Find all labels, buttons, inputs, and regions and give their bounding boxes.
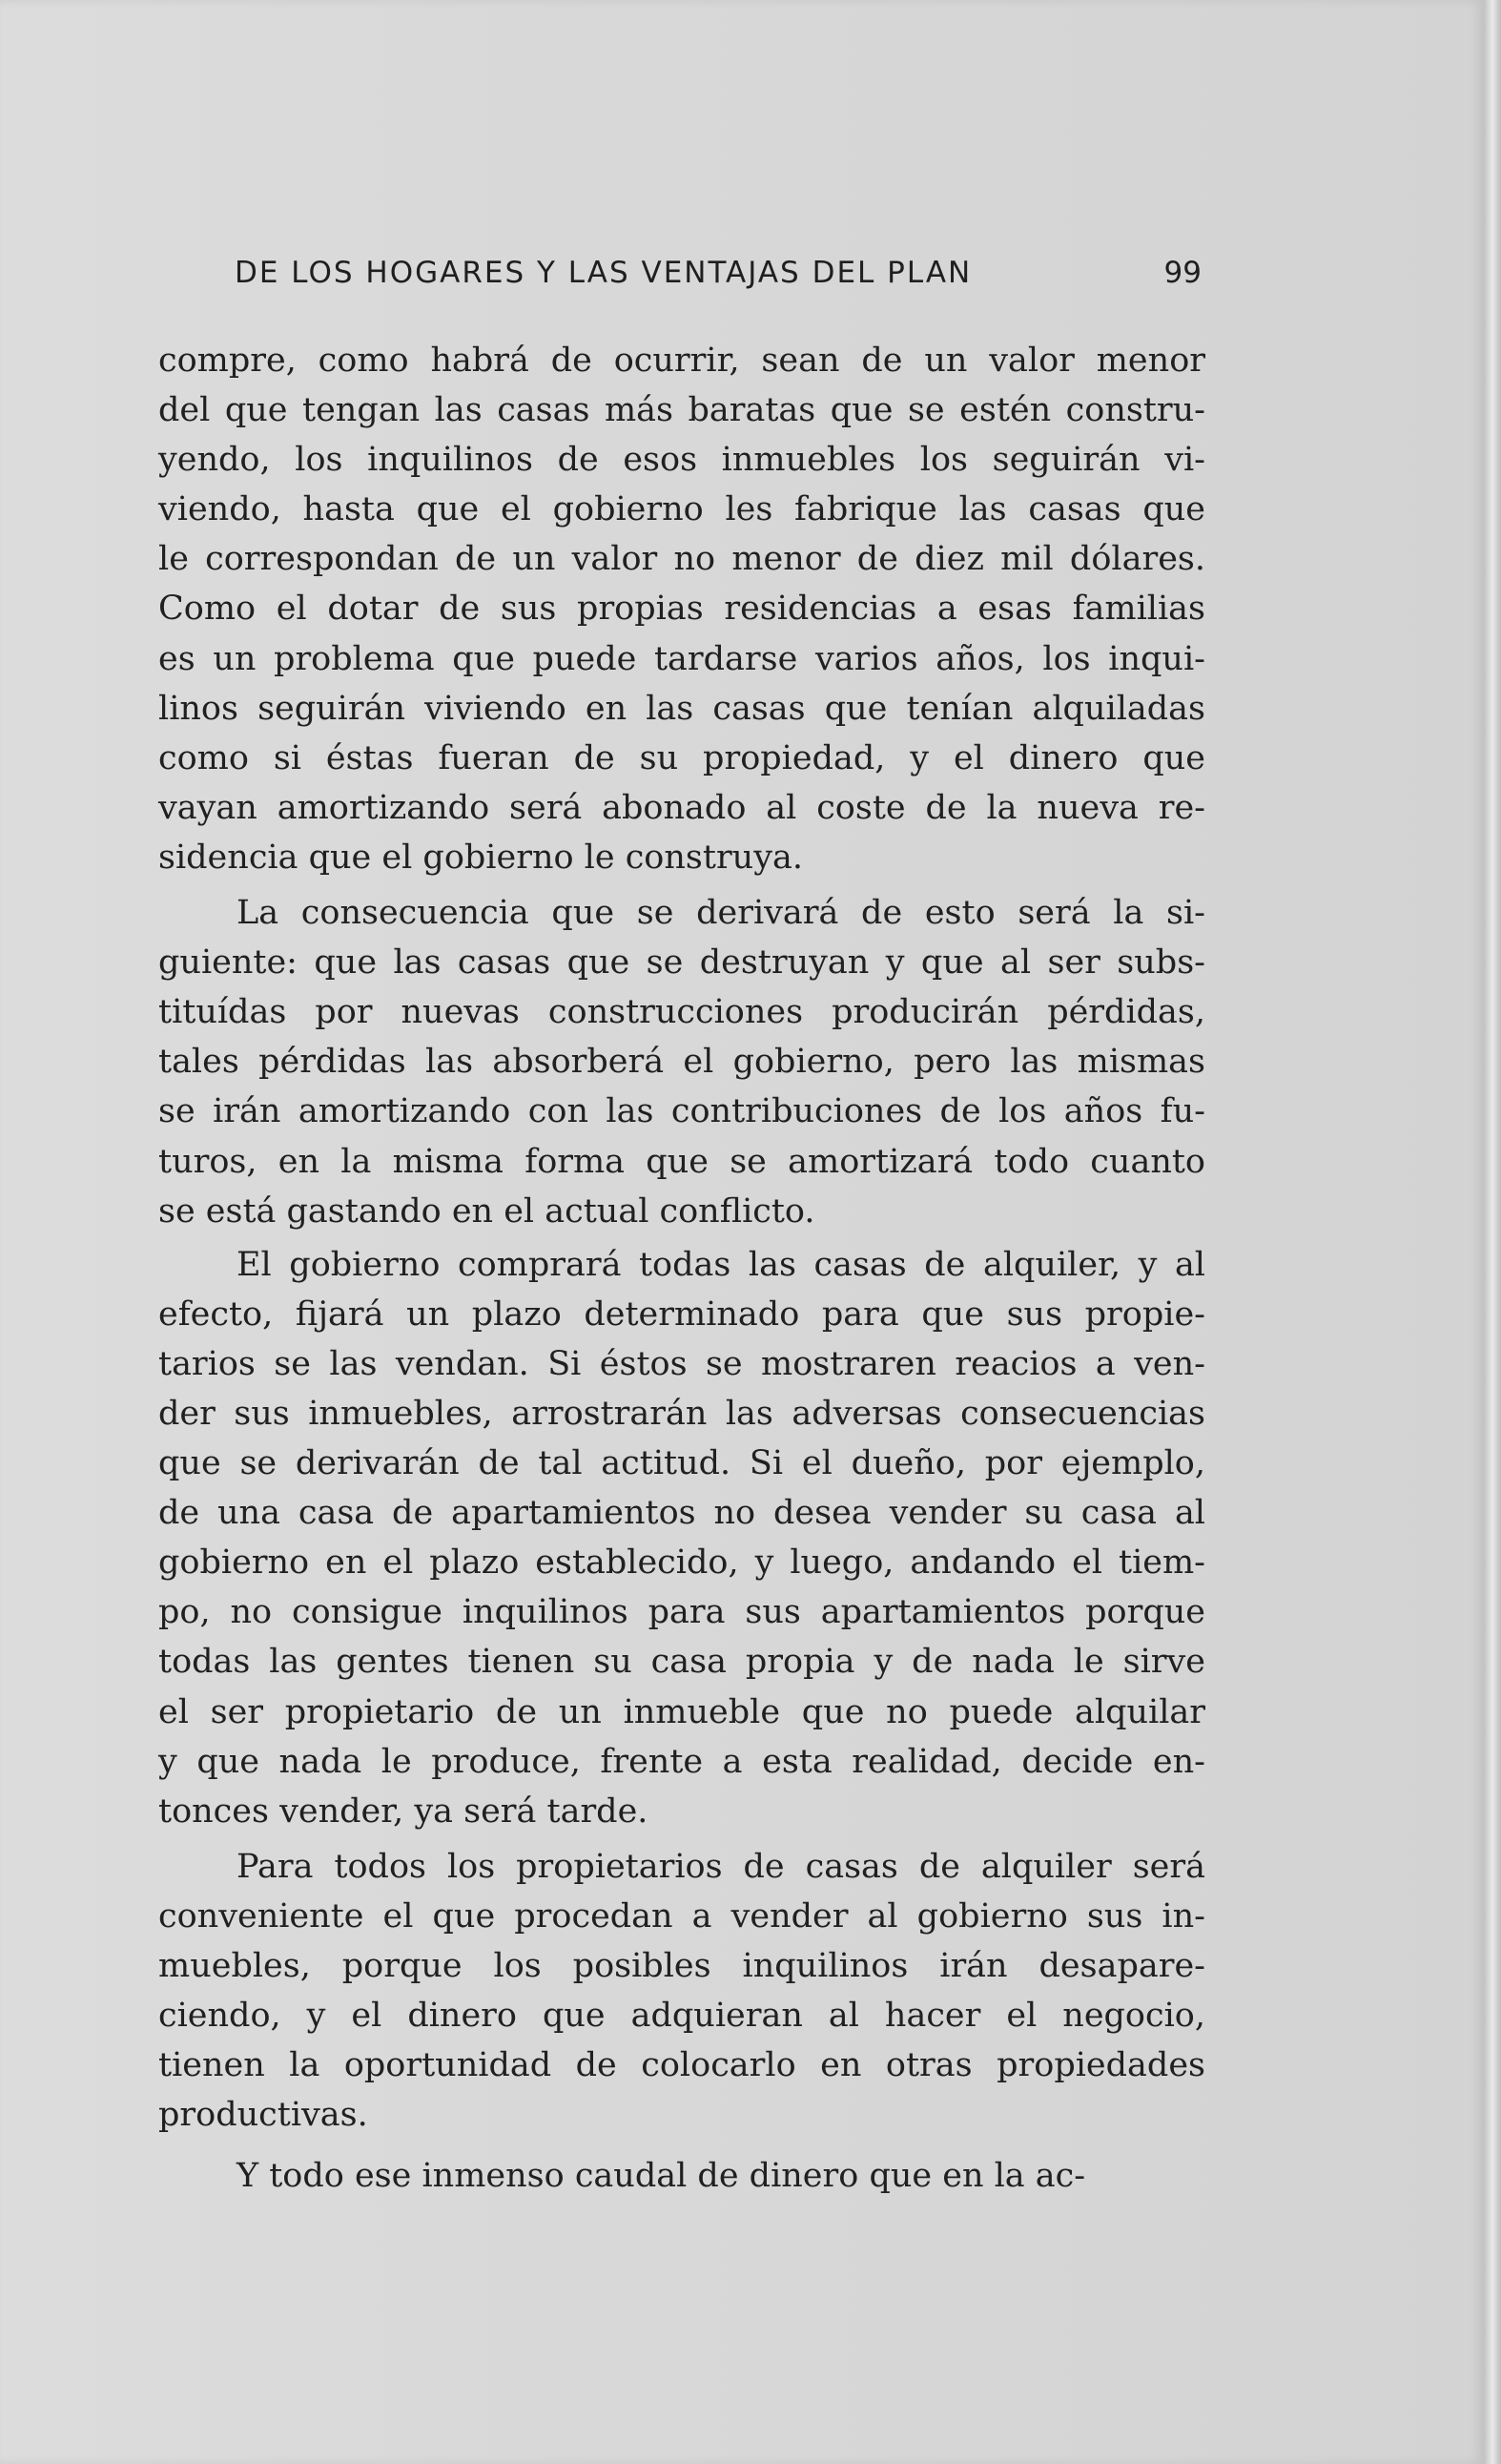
text-line: tienen la oportunidad de colocarlo en otras propiedades — [158, 2046, 1205, 2085]
text-line: Y todo ese inmenso caudal de dinero que en la ac- — [236, 2157, 1086, 2196]
text-line: gobierno en el plazo establecido, y luego, andando el tiem- — [158, 1543, 1205, 1583]
text-line: po, no consigue inquilinos para sus apartamientos porque — [158, 1593, 1205, 1632]
body-text — [158, 336, 1205, 2201]
text-line: todas las gentes tienen su casa propia y de nada le sirve — [158, 1643, 1205, 1682]
running-head-title: DE LOS HOGARES Y LAS VENTAJAS DEL PLAN — [235, 256, 973, 290]
text-line: del que tengan las casas más baratas que se estén constru- — [158, 391, 1205, 430]
text-line: el ser propietario de un inmueble que no puede alquilar — [158, 1692, 1205, 1731]
text-line: y que nada le produce, frente a esta realidad, decide en- — [158, 1742, 1205, 1781]
text-line: Para todos los propietarios de casas de alquiler será — [236, 1847, 1205, 1886]
text-line: conveniente el que procedan a vender al gobierno sus in- — [158, 1896, 1205, 1936]
text-line: Como el dotar de sus propias residencias a esas familias — [158, 590, 1205, 629]
text-line: sidencia que el gobierno le construya. — [158, 838, 803, 877]
text-line: es un problema que puede tardarse varios años, los inqui- — [158, 639, 1205, 678]
text-line: como si éstas fueran de su propiedad, y el dinero que — [158, 738, 1205, 777]
paragraph — [158, 888, 1205, 1236]
text-line: se está gastando en el actual conflicto. — [158, 1191, 815, 1231]
text-line: turos, en la misma forma que se amortizará todo cuanto — [158, 1142, 1205, 1181]
text-line: der sus inmuebles, arrostrarán las adversas consecuencias — [158, 1394, 1205, 1433]
text-line: se irán amortizando con las contribuciones de los años fu- — [158, 1092, 1205, 1131]
text-line: linos seguirán viviendo en las casas que tenían alquiladas — [158, 689, 1205, 728]
paragraph — [158, 2151, 1205, 2201]
text-line: compre, como habrá de ocurrir, sean de un valor menor — [158, 342, 1205, 380]
text-line: muebles, porque los posibles inquilinos irán desapare- — [158, 1947, 1205, 1985]
text-line: La consecuencia que se derivará de esto será la si- — [236, 894, 1205, 933]
text-line: yendo, los inquilinos de esos inmuebles los seguirán vi- — [158, 441, 1205, 480]
paragraph — [158, 336, 1205, 882]
page-number: 99 — [1163, 256, 1202, 290]
text-line: efecto, fijará un plazo determinado para que sus propie- — [158, 1294, 1205, 1334]
text-line: El gobierno comprará todas las casas de alquiler, y al — [236, 1245, 1205, 1284]
text-line: vayan amortizando será abonado al coste de la nueva re- — [158, 788, 1205, 827]
text-line: tarios se las vendan. Si éstos se mostraren reacios a ven- — [158, 1344, 1205, 1383]
text-line: productivas. — [158, 2096, 368, 2135]
text-line: tales pérdidas las absorberá el gobierno, pero las mismas — [158, 1043, 1205, 1082]
text-line: le correspondan de un valor no menor de diez mil dólares. — [158, 540, 1205, 579]
paragraph — [158, 1842, 1205, 2141]
text-line: que se derivarán de tal actitud. Si el dueño, por ejemplo, — [158, 1444, 1205, 1483]
text-line: tituídas por nuevas construcciones producirán pérdidas, — [158, 993, 1205, 1032]
text-line: viendo, hasta que el gobierno les fabrique las casas que — [158, 490, 1205, 529]
text-line: tonces vender, ya será tarde. — [158, 1791, 648, 1831]
text-line: ciendo, y el dinero que adquieran al hacer el negocio, — [158, 1997, 1205, 2036]
paragraph — [158, 1240, 1205, 1836]
text-line: de una casa de apartamientos no desea vender su casa al — [158, 1494, 1205, 1533]
running-head — [235, 250, 1202, 296]
page-edge — [1484, 0, 1501, 2464]
text-line: guiente: que las casas que se destruyan y que al ser subs- — [158, 943, 1205, 983]
